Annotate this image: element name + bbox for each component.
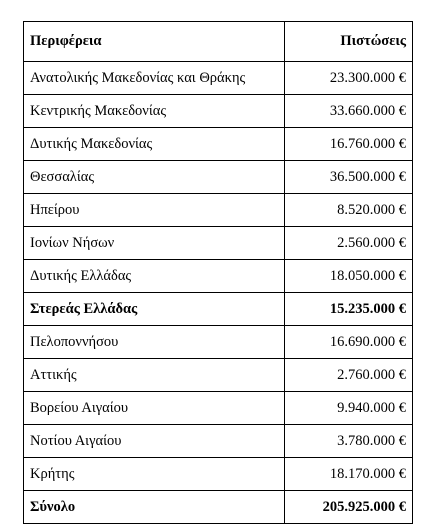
table-header-row [24,22,413,62]
table-row [24,95,413,128]
region-cell: Δυτικής Μακεδονίας [24,128,285,161]
region-cell: Θεσσαλίας [24,161,285,194]
header-region: Περιφέρεια [24,22,285,62]
region-cell: Ανατολικής Μακεδονίας και Θράκης [24,62,285,95]
table-total-row [24,491,413,524]
table-row [24,425,413,458]
amount-cell: 9.940.000 € [285,392,413,425]
region-cell: Δυτικής Ελλάδας [24,260,285,293]
table-row-highlighted [24,293,413,326]
amount-cell: 8.520.000 € [285,194,413,227]
credits-table [23,21,413,524]
amount-cell: 36.500.000 € [285,161,413,194]
amount-cell: 23.300.000 € [285,62,413,95]
region-cell: Βορείου Αιγαίου [24,392,285,425]
region-cell: Ιονίων Νήσων [24,227,285,260]
table-row [24,161,413,194]
region-cell: Στερεάς Ελλάδας [24,293,285,326]
amount-cell: 16.760.000 € [285,128,413,161]
amount-cell: 2.560.000 € [285,227,413,260]
table-row [24,194,413,227]
amount-cell: 18.170.000 € [285,458,413,491]
region-cell: Κεντρικής Μακεδονίας [24,95,285,128]
total-amount: 205.925.000 € [285,491,413,524]
amount-cell: 3.780.000 € [285,425,413,458]
table-row [24,359,413,392]
region-cell: Πελοποννήσου [24,326,285,359]
amount-cell: 2.760.000 € [285,359,413,392]
total-label: Σύνολο [24,491,285,524]
table-row [24,326,413,359]
amount-cell: 15.235.000 € [285,293,413,326]
amount-cell: 18.050.000 € [285,260,413,293]
amount-cell: 33.660.000 € [285,95,413,128]
region-cell: Ηπείρου [24,194,285,227]
region-cell: Κρήτης [24,458,285,491]
table-row [24,62,413,95]
table-row [24,458,413,491]
table-row [24,260,413,293]
header-amount: Πιστώσεις [285,22,413,62]
table-row [24,227,413,260]
region-cell: Αττικής [24,359,285,392]
region-cell: Νοτίου Αιγαίου [24,425,285,458]
amount-cell: 16.690.000 € [285,326,413,359]
table-row [24,128,413,161]
table-row [24,392,413,425]
